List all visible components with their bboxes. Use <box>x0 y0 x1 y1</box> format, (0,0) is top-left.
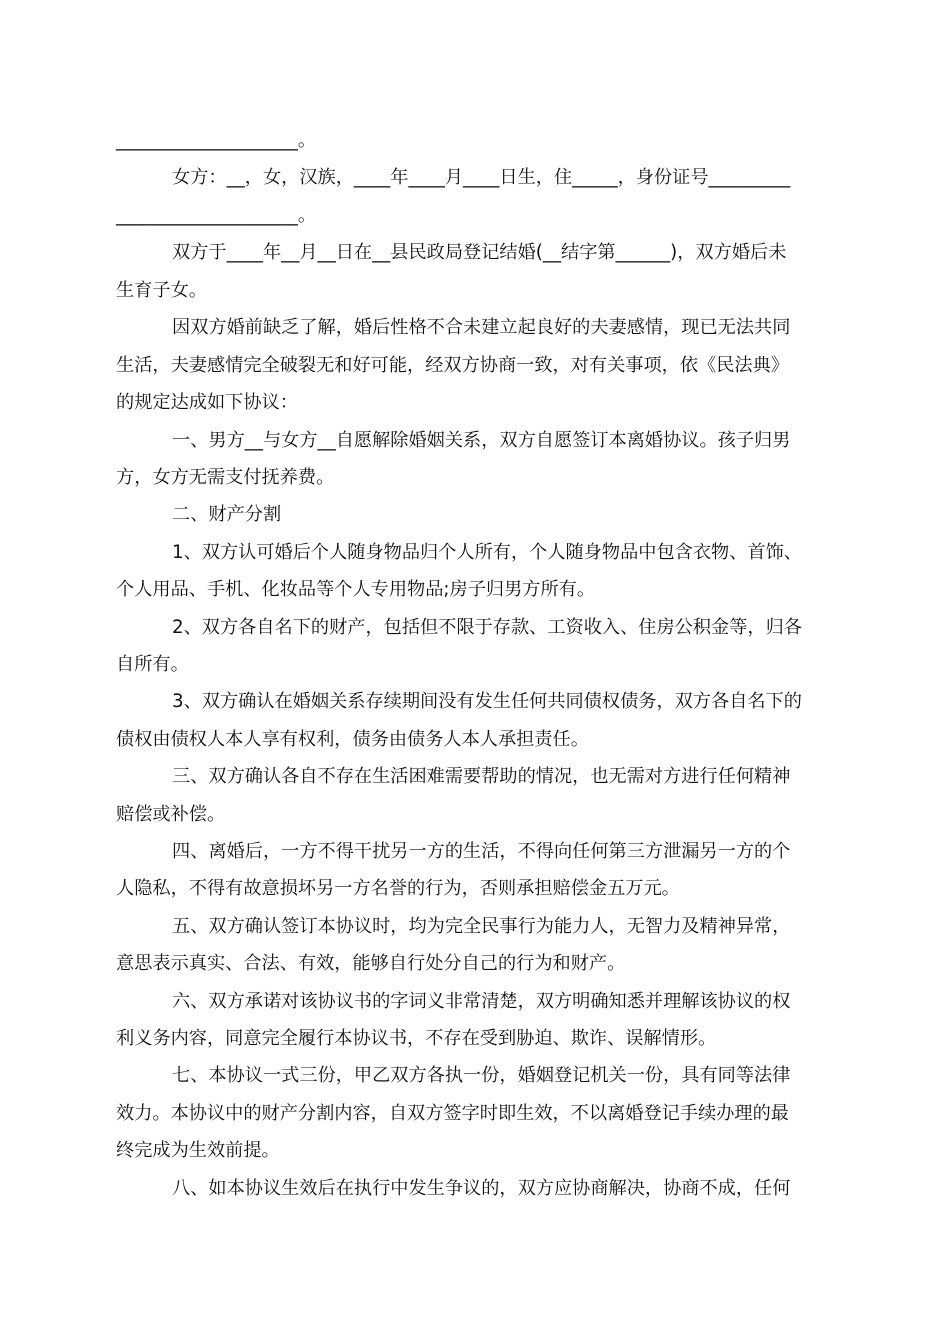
text-line: 五、双方确认签订本协议时，均为完全民事行为能力人，无智力及精神异常， <box>172 916 791 937</box>
text-line: 终完成为生效前提。 <box>116 1140 280 1161</box>
text-line: 女方：__，女，汉族，____年____月____日生，住_____，身份证号_________ <box>172 167 791 188</box>
text-line: 人隐私，不得有故意损坏另一方名誉的行为，否则承担赔偿金五万元。 <box>116 878 680 899</box>
text-line: 方，女方无需支付抚养费。 <box>116 467 335 488</box>
text-line: 七、本协议一式三份，甲乙双方各执一份，婚姻登记机关一份，具有同等法律 <box>172 1065 791 1086</box>
text-line: 八、如本协议生效后在执行中发生争议的，双方应协商解决，协商不成，任何 <box>172 1178 791 1199</box>
text-line: 因双方婚前缺乏了解，婚后性格不合未建立起良好的夫妻感情，现已无法共同 <box>172 317 791 338</box>
text-line: ____________________。 <box>116 130 317 151</box>
text-line: 双方于____年__月__日在__县民政局登记结婚(__结字第______)，双方婚后未 <box>172 242 787 263</box>
text-line: 利义务内容，同意完全履行本协议书，不存在受到胁迫、欺诈、误解情形。 <box>116 1028 717 1049</box>
text-line: 三、双方确认各自不存在生活困难需要帮助的情况，也无需对方进行任何精神 <box>172 766 791 787</box>
section-heading: 二、财产分割 <box>172 504 282 525</box>
text-line: 六、双方承诺对该协议书的字词义非常清楚，双方明确知悉并理解该协议的权 <box>172 991 791 1012</box>
text-line: 一、男方__与女方__自愿解除婚姻关系，双方自愿签订本离婚协议。孩子归男 <box>172 430 791 451</box>
text-line: 生育子女。 <box>116 280 207 301</box>
text-line: ____________________。 <box>116 205 317 226</box>
text-line: 债权由债权人本人享有权利，债务由债务人本人承担责任。 <box>116 729 589 750</box>
text-line: 2、双方各自名下的财产，包括但不限于存款、工资收入、住房公积金等，归各 <box>172 617 802 638</box>
text-line: 四、离婚后，一方不得干扰另一方的生活，不得向任何第三方泄漏另一方的个 <box>172 841 791 862</box>
text-line: 1、双方认可婚后个人随身物品归个人所有，个人随身物品中包含衣物、首饰、 <box>172 542 802 563</box>
text-line: 意思表示真实、合法、有效，能够自行处分自己的行为和财产。 <box>116 953 626 974</box>
text-line: 生活，夫妻感情完全破裂无和好可能，经双方协商一致，对有关事项，依《民法典》 <box>116 355 789 376</box>
text-line: 的规定达成如下协议： <box>116 392 298 413</box>
text-line: 3、双方确认在婚姻关系存续期间没有发生任何共同债权债务，双方各自名下的 <box>172 691 802 712</box>
text-line: 赔偿或补偿。 <box>116 804 226 825</box>
text-line: 个人用品、手机、化妆品等个人专用物品;房子归男方所有。 <box>116 579 596 600</box>
text-line: 效力。本协议中的财产分割内容，自双方签字时即生效，不以离婚登记手续办理的最 <box>116 1103 789 1124</box>
text-line: 自所有。 <box>116 654 189 675</box>
